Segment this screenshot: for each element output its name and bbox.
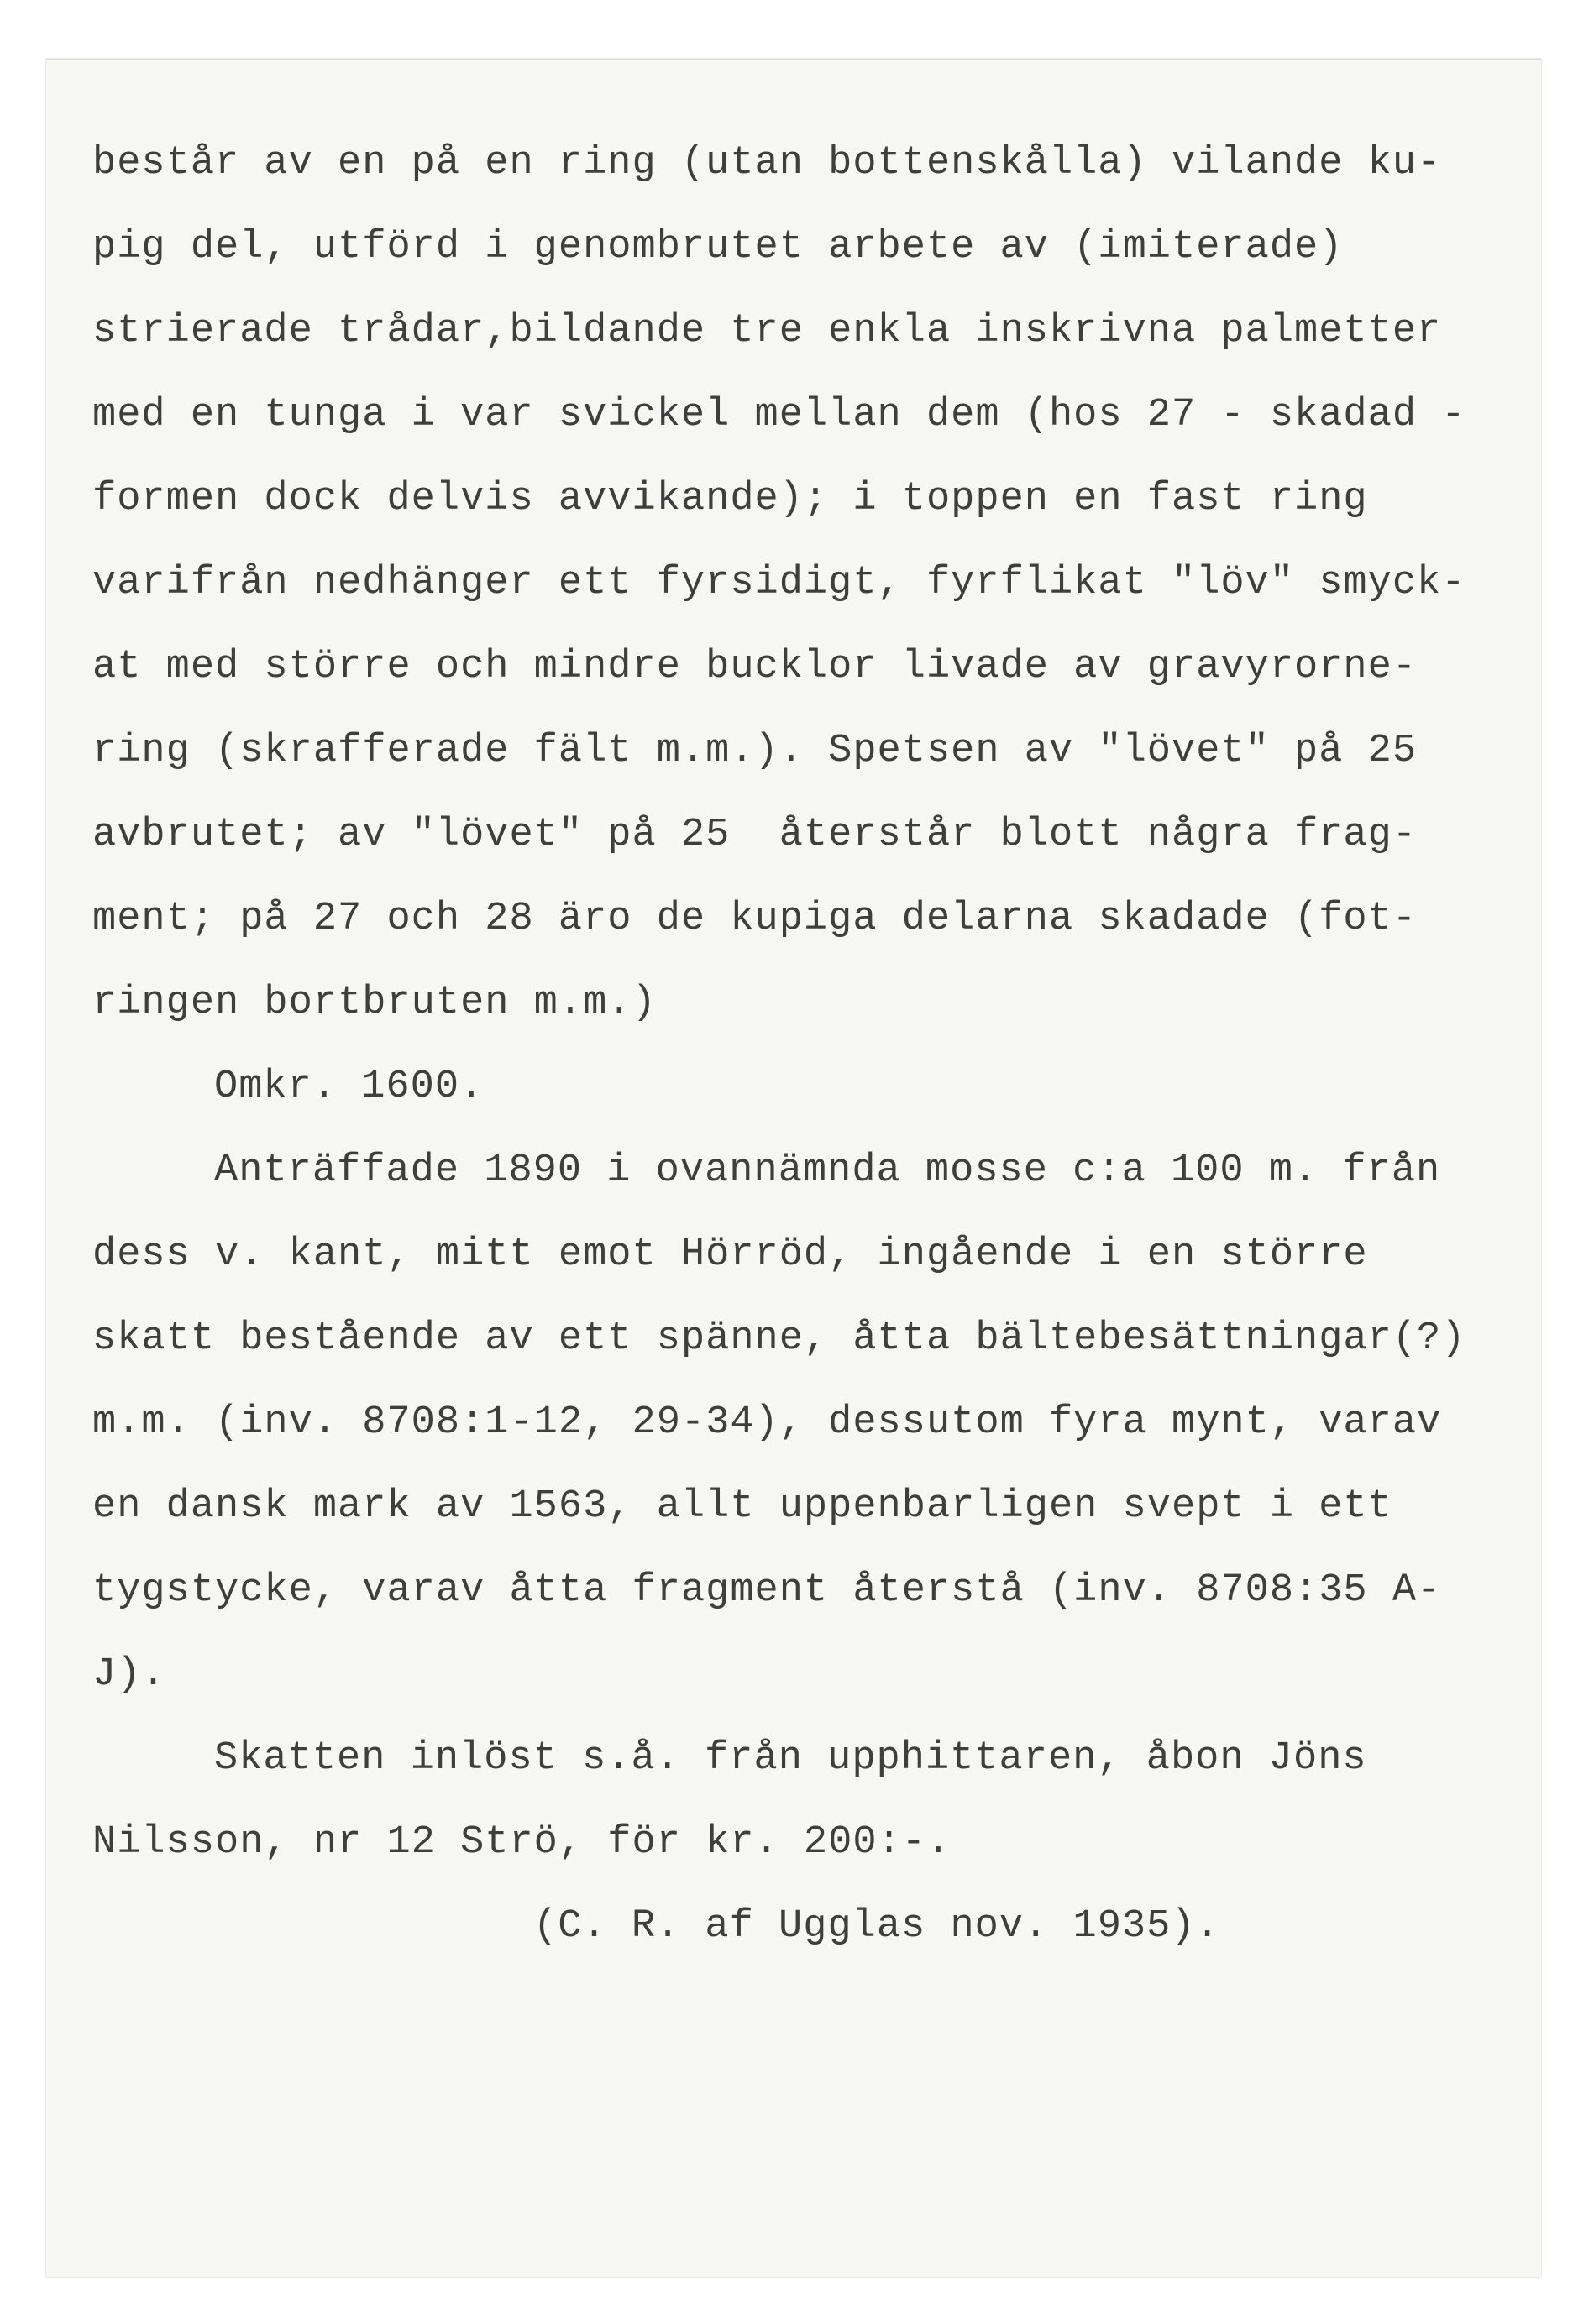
text-line-16: m.m. (inv. 8708:1-12, 29-34), dessutom fyra mynt, varav (92, 1400, 1442, 1445)
document-text (46, 59, 1541, 2275)
author-signature-line: (C. R. af Ugglas nov. 1935). (533, 1904, 1220, 1949)
text-line-17: en dansk mark av 1563, allt uppenbarligen svept i ett (92, 1484, 1392, 1529)
text-line-11: ringen bortbruten m.m.) (92, 981, 657, 1025)
text-line-8: ring (skrafferade fält m.m.). Spetsen av "lövet" på 25 (92, 729, 1418, 773)
text-line-1: består av en på en ring (utan bottenskålla) vilande ku- (92, 141, 1442, 186)
text-line-19: J). (92, 1652, 166, 1697)
text-line-15: skatt bestående av ett spänne, åtta bältebesättningar(?) (92, 1316, 1466, 1361)
text-line-20: Skatten inlöst s.å. från upphittaren, åbon Jöns (214, 1736, 1367, 1781)
text-line-9: avbrutet; av "lövet" på 25 återstår blott några frag- (92, 813, 1418, 857)
text-line-3: strierade trådar,bildande tre enkla inskrivna palmetter (92, 309, 1442, 353)
text-line-2: pig del, utförd i genombrutet arbete av (imiterade) (92, 225, 1344, 270)
text-line-13: Anträffade 1890 i ovannämnda mosse c:a 100 m. från (214, 1149, 1441, 1193)
date-line: Omkr. 1600. (214, 1065, 485, 1109)
text-line-5: formen dock delvis avvikande); i toppen en fast ring (92, 477, 1368, 521)
text-line-4: med en tunga i var svickel mellan dem (hos 27 - skadad - (92, 393, 1466, 437)
text-line-18: tygstycke, varav åtta fragment återstå (inv. 8708:35 A- (92, 1568, 1442, 1613)
text-line-21: Nilsson, nr 12 Strö, för kr. 200:-. (92, 1820, 952, 1865)
text-line-14: dess v. kant, mitt emot Hörröd, ingående i en större (92, 1233, 1368, 1277)
text-line-10: ment; på 27 och 28 äro de kupiga delarna skadade (fot- (92, 897, 1418, 941)
text-line-6: varifrån nedhänger ett fyrsidigt, fyrflikat "löv" smyck- (92, 561, 1466, 605)
text-line-7: at med större och mindre bucklor livade av gravyrorne- (92, 645, 1418, 689)
